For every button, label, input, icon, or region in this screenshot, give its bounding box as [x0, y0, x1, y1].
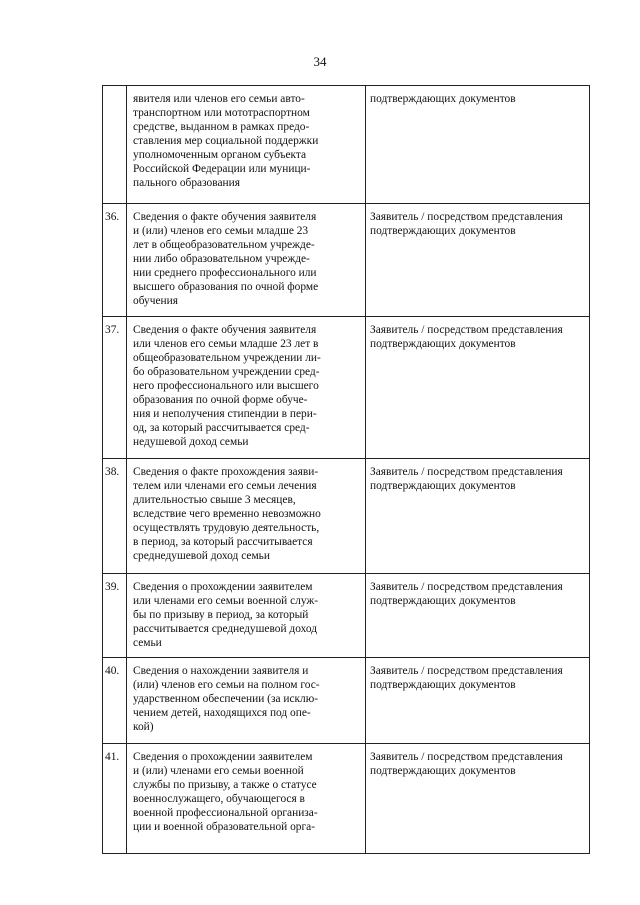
- row-number-text: 41.: [105, 751, 120, 763]
- table-body: [103, 86, 590, 854]
- information-source: [366, 658, 590, 744]
- source-line: подтверждающих документов: [370, 480, 516, 492]
- description-line: обучения: [133, 295, 178, 307]
- table-row: [103, 204, 590, 317]
- description-line: в период, за который рассчитывается: [133, 536, 313, 548]
- information-source: [366, 574, 590, 658]
- description-line: и (или) членами его семьи военной: [133, 765, 304, 777]
- description-line: лет в общеобразовательном учрежде-: [133, 239, 315, 251]
- row-number-text: 37.: [105, 324, 120, 336]
- information-source: [366, 86, 590, 204]
- description-line: высшего образования по очной форме: [133, 281, 319, 293]
- source-line: Заявитель / посредством представления: [370, 665, 563, 677]
- description-line: уполномоченным органом субъекта: [133, 149, 307, 161]
- source-line: Заявитель / посредством представления: [370, 751, 563, 763]
- description-line: од, за который рассчитывается сред-: [133, 422, 310, 434]
- description-line: него профессионального или высшего: [133, 380, 319, 392]
- description-line: военнослужащего, обучающегося в: [133, 793, 305, 805]
- row-number: [103, 574, 127, 658]
- description-line: Российской Федерации или муници-: [133, 163, 311, 175]
- description-line: или членов его семьи младше 23 лет в: [133, 338, 319, 350]
- description-line: нии среднего профессионального или: [133, 267, 317, 279]
- information-source: [366, 204, 590, 317]
- description-line: длительностью свыше 3 месяцев,: [133, 494, 296, 506]
- row-number-text: 39.: [105, 581, 120, 593]
- description-line: ставления мер социальной поддержки: [133, 135, 319, 147]
- description-line: осуществлять трудовую деятельность,: [133, 522, 320, 534]
- information-description: [127, 204, 366, 317]
- row-number: [103, 204, 127, 317]
- row-number-text: 40.: [105, 665, 120, 677]
- description-line: среднедушевой доход семьи: [133, 550, 270, 562]
- row-number-text: 36.: [105, 211, 120, 223]
- description-line: военной профессиональной организа-: [133, 807, 318, 819]
- source-line: Заявитель / посредством представления: [370, 466, 563, 478]
- information-description: [127, 317, 366, 459]
- source-line: подтверждающих документов: [370, 595, 516, 607]
- description-line: или членами его семьи военной служ-: [133, 595, 319, 607]
- description-line: средстве, выданном в рамках предо-: [133, 121, 310, 133]
- row-number: [103, 744, 127, 854]
- source-line: подтверждающих документов: [370, 338, 516, 350]
- description-line: явителя или членов его семьи авто-: [133, 93, 305, 105]
- row-number: [103, 86, 127, 204]
- description-line: и (или) членов его семьи младше 23: [133, 225, 309, 237]
- description-line: ции и военной образовательной орга-: [133, 821, 316, 833]
- description-line: вследствие чего временно невозможно: [133, 508, 321, 520]
- information-description: [127, 744, 366, 854]
- description-line: пального образования: [133, 177, 240, 189]
- row-number: [103, 459, 127, 574]
- source-line: подтверждающих документов: [370, 225, 516, 237]
- row-number: [103, 317, 127, 459]
- description-line: Сведения о нахождении заявителя и: [133, 665, 309, 677]
- description-line: Сведения о факте обучения заявителя: [133, 324, 317, 336]
- description-line: (или) членов его семьи на полном гос-: [133, 679, 320, 691]
- source-line: Заявитель / посредством представления: [370, 581, 563, 593]
- description-line: ударственном обеспечении (за исклю-: [133, 693, 319, 705]
- page-number: 34: [313, 54, 327, 69]
- description-line: кой): [133, 721, 154, 733]
- description-line: недушевой доход семьи: [133, 436, 249, 448]
- source-line: Заявитель / посредством представления: [370, 211, 563, 223]
- description-line: Сведения о прохождении заявителем: [133, 751, 313, 763]
- description-line: нии либо образовательном учрежде-: [133, 253, 310, 265]
- information-description: [127, 658, 366, 744]
- source-line: Заявитель / посредством представления: [370, 324, 563, 336]
- information-source: [366, 744, 590, 854]
- source-line: подтверждающих документов: [370, 679, 516, 691]
- table-row: [103, 86, 590, 204]
- description-line: транспортном или мототраспортном: [133, 107, 310, 119]
- row-number: [103, 658, 127, 744]
- description-line: Сведения о факте прохождения заяви-: [133, 466, 319, 478]
- description-line: ния и неполучения стипендии в пери-: [133, 408, 317, 420]
- information-description: [127, 574, 366, 658]
- table-row: [103, 574, 590, 658]
- description-line: рассчитывается среднедушевой доход: [133, 623, 318, 635]
- description-line: образования по очной форме обуче-: [133, 394, 308, 406]
- description-line: бы по призыву в период, за который: [133, 609, 309, 621]
- information-source: [366, 317, 590, 459]
- description-line: бо образовательном учреждении сред-: [133, 366, 320, 378]
- description-line: чением детей, находящихся под опе-: [133, 707, 311, 719]
- information-source: [366, 459, 590, 574]
- table-row: [103, 317, 590, 459]
- description-line: службы по призыву, а также о статусе: [133, 779, 317, 791]
- document-table: [102, 85, 590, 854]
- table-row: [103, 744, 590, 854]
- information-description: [127, 86, 366, 204]
- description-line: Сведения о прохождении заявителем: [133, 581, 313, 593]
- table-row: [103, 658, 590, 744]
- description-line: семьи: [133, 637, 162, 649]
- information-description: [127, 459, 366, 574]
- source-line: подтверждающих документов: [370, 93, 516, 105]
- description-line: общеобразовательном учреждении ли-: [133, 352, 321, 364]
- row-number-text: 38.: [105, 466, 120, 478]
- description-line: Сведения о факте обучения заявителя: [133, 211, 317, 223]
- table-row: [103, 459, 590, 574]
- description-line: телем или членами его семьи лечения: [133, 480, 317, 492]
- source-line: подтверждающих документов: [370, 765, 516, 777]
